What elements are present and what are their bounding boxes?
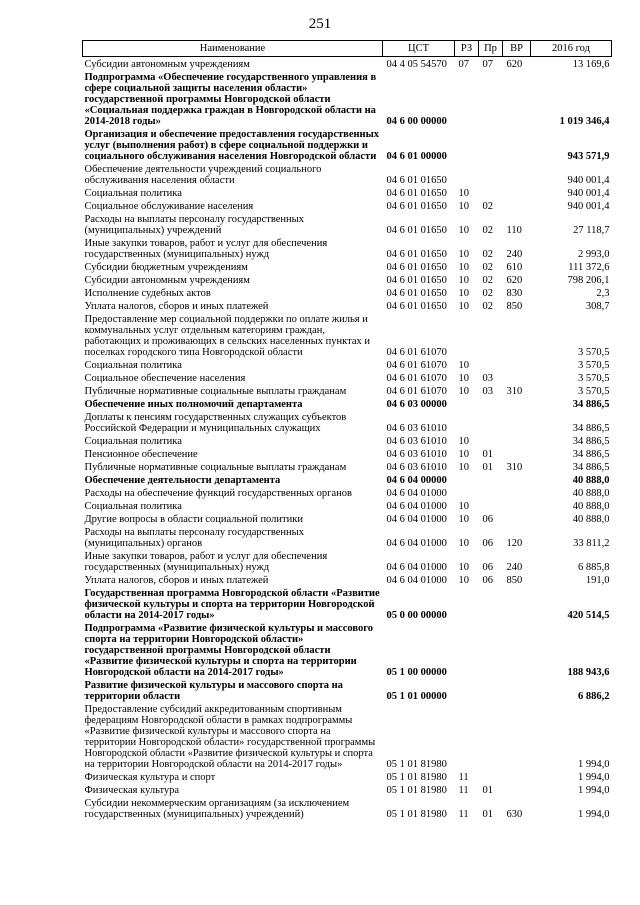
- cell-name: Физическая культура и спорт: [84, 772, 216, 783]
- table-row: [83, 549, 612, 573]
- cell-cst: 04 6 03 61010: [386, 462, 447, 473]
- cell-vr: [503, 678, 531, 702]
- cell-cst: 04 6 01 01650: [386, 262, 447, 273]
- cell-pr: 01: [482, 785, 493, 796]
- cell-cst: 05 0 00 00000: [386, 610, 447, 621]
- cell-pr: [479, 486, 503, 499]
- cell-amount: 798 206,1: [567, 275, 610, 286]
- cell-vr: [503, 702, 531, 770]
- cell-pr: [479, 621, 503, 678]
- cell-cst: 04 6 04 01000: [386, 562, 447, 573]
- cell-amount: 420 514,5: [567, 610, 610, 621]
- cell-name: Обеспечение деятельности департамента: [84, 475, 281, 486]
- cell-rz: 10: [458, 462, 469, 473]
- table-row: [83, 312, 612, 358]
- table-row: [83, 371, 612, 384]
- cell-pr: [479, 770, 503, 783]
- table-row: [83, 358, 612, 371]
- cell-cst: 04 6 04 01000: [386, 514, 447, 525]
- cell-rz: [455, 473, 479, 486]
- cell-amount: 308,7: [585, 301, 610, 312]
- cell-vr: [503, 371, 531, 384]
- cell-cst: 04 6 01 61070: [386, 386, 447, 397]
- cell-vr: [503, 447, 531, 460]
- cell-name: Предоставление мер социальной поддержки по оплате жилья и коммунальных услуг отдельным категориям граждан, работающих и проживающих в сельских населенных пунктах и поселках городского типа Новгородской области: [84, 314, 370, 358]
- cell-cst: 04 6 01 01650: [386, 275, 447, 286]
- table-row: [83, 621, 612, 678]
- table-row: [83, 236, 612, 260]
- cell-rz: 07: [458, 59, 469, 70]
- table-row: [83, 384, 612, 397]
- cell-name: Публичные нормативные социальные выплаты гражданам: [84, 386, 347, 397]
- cell-cst: 05 1 01 00000: [386, 691, 447, 702]
- cell-rz: [455, 312, 479, 358]
- cell-name: Субсидии бюджетным учреждениям: [84, 262, 248, 273]
- table-row: [83, 783, 612, 796]
- table-row: [83, 162, 612, 186]
- cell-cst: 04 6 04 01000: [386, 538, 447, 549]
- cell-vr: [503, 70, 531, 127]
- cell-pr: 06: [482, 562, 493, 573]
- cell-name: Публичные нормативные социальные выплаты гражданам: [84, 462, 347, 473]
- cell-name: Социальная политика: [84, 360, 182, 371]
- cell-vr: [503, 358, 531, 371]
- cell-pr: [479, 127, 503, 162]
- cell-amount: 2 993,0: [578, 249, 610, 260]
- header-year: 2016 год: [531, 41, 612, 57]
- cell-amount: 2,3: [596, 288, 610, 299]
- cell-cst: 04 4 05 54570: [386, 59, 447, 70]
- cell-amount: 6 886,2: [578, 691, 610, 702]
- cell-rz: [455, 486, 479, 499]
- cell-pr: 06: [482, 575, 493, 586]
- cell-rz: [455, 678, 479, 702]
- cell-cst: 05 1 01 81980: [386, 772, 447, 783]
- cell-pr: 01: [482, 809, 493, 820]
- cell-name: Развитие физической культуры и массового спорта на территории области: [84, 680, 343, 702]
- cell-amount: 3 570,5: [578, 360, 610, 371]
- cell-vr: 630: [506, 809, 523, 820]
- table-row: [83, 796, 612, 820]
- table-row: [83, 573, 612, 586]
- table-row: [83, 460, 612, 473]
- table-row: [83, 70, 612, 127]
- cell-amount: 27 118,7: [573, 225, 610, 236]
- table-row: [83, 299, 612, 312]
- cell-amount: 943 571,9: [567, 151, 610, 162]
- cell-vr: [503, 127, 531, 162]
- cell-amount: 3 570,5: [578, 347, 610, 358]
- cell-cst: 04 6 01 61070: [386, 360, 447, 371]
- cell-amount: 1 994,0: [578, 772, 610, 783]
- cell-rz: 11: [458, 772, 469, 783]
- cell-vr: [503, 397, 531, 410]
- header-vr: ВР: [503, 41, 531, 57]
- cell-vr: 310: [506, 386, 523, 397]
- table-body: [83, 57, 612, 821]
- cell-rz: 10: [458, 514, 469, 525]
- cell-amount: 6 885,8: [578, 562, 610, 573]
- cell-pr: 02: [482, 275, 493, 286]
- cell-cst: 05 1 01 81980: [386, 759, 447, 770]
- cell-amount: 191,0: [585, 575, 610, 586]
- cell-name: Расходы на обеспечение функций государственных органов: [84, 488, 352, 499]
- cell-amount: 940 001,4: [567, 175, 610, 186]
- cell-cst: 05 1 00 00000: [386, 667, 447, 678]
- cell-name: Другие вопросы в области социальной политики: [84, 514, 303, 525]
- cell-amount: 34 886,5: [572, 449, 610, 460]
- cell-vr: 850: [506, 575, 523, 586]
- table-row: [83, 447, 612, 460]
- cell-rz: [455, 410, 479, 434]
- table-row: [83, 186, 612, 199]
- cell-amount: 1 994,0: [578, 809, 610, 820]
- cell-rz: [455, 70, 479, 127]
- cell-rz: 11: [458, 785, 469, 796]
- cell-amount: 34 886,5: [572, 462, 610, 473]
- cell-name: Социальное обслуживание населения: [84, 201, 254, 212]
- cell-vr: [503, 621, 531, 678]
- cell-amount: 34 886,5: [572, 423, 610, 434]
- table-row: [83, 212, 612, 236]
- table-row: [83, 397, 612, 410]
- cell-vr: 610: [506, 262, 523, 273]
- cell-name: Социальная политика: [84, 188, 182, 199]
- cell-cst: 04 6 03 00000: [386, 399, 447, 410]
- header-rz: РЗ: [455, 41, 479, 57]
- table-row: [83, 286, 612, 299]
- cell-amount: 40 888,0: [572, 488, 610, 499]
- cell-vr: 830: [506, 288, 523, 299]
- cell-rz: 10: [458, 249, 469, 260]
- cell-amount: 111 372,6: [568, 262, 610, 273]
- cell-rz: 10: [458, 301, 469, 312]
- table-row: [83, 473, 612, 486]
- cell-cst: 04 6 01 01650: [386, 175, 447, 186]
- cell-pr: 06: [482, 514, 493, 525]
- cell-vr: [503, 410, 531, 434]
- cell-rz: [455, 127, 479, 162]
- cell-amount: 34 886,5: [572, 399, 610, 410]
- cell-pr: 06: [482, 538, 493, 549]
- cell-pr: 02: [482, 201, 493, 212]
- table-row: [83, 770, 612, 783]
- table-row: [83, 586, 612, 621]
- cell-name: Подпрограмма «Обеспечение государственного управления в сфере социальной защиты населения области» государственной программы Новгородской области «Социальная поддержка граждан в Новгородской области на 2014-2018 годы»: [84, 72, 377, 127]
- cell-cst: 04 6 01 01650: [386, 249, 447, 260]
- cell-name: Социальная политика: [84, 436, 182, 447]
- cell-pr: [479, 678, 503, 702]
- cell-pr: [479, 70, 503, 127]
- cell-vr: [503, 162, 531, 186]
- cell-cst: 04 6 04 01000: [386, 501, 447, 512]
- cell-name: Расходы на выплаты персоналу государственных (муниципальных) учреждений: [84, 214, 304, 236]
- cell-name: Уплата налогов, сборов и иных платежей: [84, 575, 269, 586]
- cell-rz: 10: [458, 225, 469, 236]
- cell-amount: 33 811,2: [573, 538, 610, 549]
- cell-vr: [503, 434, 531, 447]
- cell-rz: 10: [458, 188, 469, 199]
- cell-rz: [455, 702, 479, 770]
- cell-cst: 04 6 03 61010: [386, 436, 447, 447]
- cell-name: Доплаты к пенсиям государственных служащих субъектов Российской Федерации и муниципальных служащих: [84, 412, 347, 434]
- cell-vr: [503, 486, 531, 499]
- cell-pr: [479, 397, 503, 410]
- cell-vr: [503, 199, 531, 212]
- cell-vr: 240: [506, 249, 523, 260]
- table-row: [83, 199, 612, 212]
- cell-cst: 04 6 01 01650: [386, 201, 447, 212]
- cell-rz: [455, 586, 479, 621]
- cell-cst: 05 1 01 81980: [386, 785, 447, 796]
- cell-rz: 10: [458, 275, 469, 286]
- cell-vr: [503, 512, 531, 525]
- cell-name: Социальное обеспечение населения: [84, 373, 246, 384]
- table-row: [83, 273, 612, 286]
- header-name: Наименование: [83, 41, 383, 57]
- table-row: [83, 410, 612, 434]
- cell-name: Обеспечение иных полномочий департамента: [84, 399, 303, 410]
- cell-cst: 04 6 01 00000: [386, 151, 447, 162]
- cell-vr: [503, 499, 531, 512]
- cell-rz: 10: [458, 386, 469, 397]
- cell-pr: 03: [482, 386, 493, 397]
- cell-name: Субсидии некоммерческим организациям (за исключением государственных (муниципальных) учреждений): [84, 798, 350, 820]
- cell-pr: 03: [482, 373, 493, 384]
- cell-pr: [479, 312, 503, 358]
- cell-cst: 04 6 04 01000: [386, 488, 447, 499]
- table-row: [83, 525, 612, 549]
- cell-rz: 10: [458, 538, 469, 549]
- cell-vr: 620: [506, 275, 523, 286]
- cell-name: Уплата налогов, сборов и иных платежей: [84, 301, 269, 312]
- cell-vr: 120: [506, 538, 523, 549]
- cell-name: Иные закупки товаров, работ и услуг для обеспечения государственных (муниципальных) нужд: [84, 551, 328, 573]
- cell-pr: 02: [482, 225, 493, 236]
- cell-cst: 05 1 01 81980: [386, 809, 447, 820]
- cell-rz: [455, 162, 479, 186]
- cell-amount: 40 888,0: [572, 501, 610, 512]
- page-number: 251: [308, 16, 332, 32]
- cell-amount: 940 001,4: [567, 201, 610, 212]
- cell-cst: 04 6 01 01650: [386, 225, 447, 236]
- cell-vr: 310: [506, 462, 523, 473]
- cell-pr: [479, 434, 503, 447]
- cell-cst: 04 6 01 01650: [386, 288, 447, 299]
- table-row: [83, 512, 612, 525]
- cell-name: Иные закупки товаров, работ и услуг для обеспечения государственных (муниципальных) нужд: [84, 238, 328, 260]
- table-row: [83, 434, 612, 447]
- cell-amount: 188 943,6: [567, 667, 610, 678]
- cell-cst: 04 6 01 01650: [386, 188, 447, 199]
- header-cst: ЦСТ: [383, 41, 455, 57]
- cell-cst: 04 6 03 61010: [386, 449, 447, 460]
- cell-pr: [479, 702, 503, 770]
- cell-vr: [503, 186, 531, 199]
- cell-pr: [479, 358, 503, 371]
- cell-name: Физическая культура: [84, 785, 180, 796]
- cell-name: Подпрограмма «Развитие физической культуры и массового спорта на территории Новгородской области» государственной программы Новгородской области «Развитие физической культуры и спорта на территории Новгородской области на 2014-2017 годы»: [84, 623, 373, 678]
- cell-name: Субсидии автономным учреждениям: [84, 59, 250, 70]
- cell-pr: [479, 499, 503, 512]
- table-header: [83, 41, 612, 57]
- cell-rz: 10: [458, 288, 469, 299]
- cell-vr: 850: [506, 301, 523, 312]
- cell-pr: 02: [482, 288, 493, 299]
- cell-amount: 1 994,0: [578, 785, 610, 796]
- cell-amount: 3 570,5: [578, 386, 610, 397]
- cell-pr: [479, 586, 503, 621]
- cell-pr: [479, 162, 503, 186]
- cell-vr: [503, 312, 531, 358]
- cell-rz: [455, 397, 479, 410]
- cell-vr: 620: [506, 59, 523, 70]
- cell-vr: [503, 770, 531, 783]
- cell-rz: 10: [458, 360, 469, 371]
- cell-pr: 07: [482, 59, 493, 70]
- cell-vr: [503, 783, 531, 796]
- cell-amount: 940 001,4: [567, 188, 610, 199]
- table-row: [83, 702, 612, 770]
- cell-name: Пенсионное обеспечение: [84, 449, 198, 460]
- cell-amount: 1 019 346,4: [559, 116, 610, 127]
- cell-name: Обеспечение деятельности учреждений социального обслуживания населения области: [84, 164, 322, 186]
- cell-name: Расходы на выплаты персоналу государственных (муниципальных) органов: [84, 527, 304, 549]
- cell-amount: 3 570,5: [578, 373, 610, 384]
- table-row: [83, 499, 612, 512]
- cell-pr: [479, 473, 503, 486]
- cell-name: Предоставление субсидий аккредитованным спортивным федерациям Новгородской области в рамках подпрограммы «Развитие физической культуры и массового спорта на территории Новгородской области» государственной программы Новгородской области «Развитие физической культуры и спорта на территории Новгородской области на 2014-2017 годы»: [84, 704, 376, 770]
- header-pr: Пр: [479, 41, 503, 57]
- cell-rz: 10: [458, 562, 469, 573]
- cell-vr: [503, 586, 531, 621]
- cell-rz: 11: [458, 809, 469, 820]
- cell-pr: 02: [482, 262, 493, 273]
- cell-pr: 01: [482, 462, 493, 473]
- table-row: [83, 678, 612, 702]
- cell-rz: 10: [458, 262, 469, 273]
- table-row: [83, 486, 612, 499]
- cell-amount: 13 169,6: [572, 59, 610, 70]
- cell-rz: 10: [458, 449, 469, 460]
- budget-table: [82, 40, 612, 820]
- cell-rz: 10: [458, 373, 469, 384]
- cell-cst: 04 6 01 61070: [386, 373, 447, 384]
- cell-amount: 40 888,0: [572, 475, 610, 486]
- table-row: [83, 260, 612, 273]
- cell-cst: 04 6 04 00000: [386, 475, 447, 486]
- cell-rz: 10: [458, 201, 469, 212]
- cell-name: Исполнение судебных актов: [84, 288, 211, 299]
- cell-rz: 10: [458, 436, 469, 447]
- table-row: [83, 57, 612, 71]
- cell-rz: 10: [458, 501, 469, 512]
- cell-pr: 01: [482, 449, 493, 460]
- table-row: [83, 127, 612, 162]
- cell-cst: 04 6 01 61070: [386, 347, 447, 358]
- cell-cst: 04 6 03 61010: [386, 423, 447, 434]
- cell-vr: [503, 473, 531, 486]
- cell-pr: [479, 186, 503, 199]
- cell-cst: 04 6 04 01000: [386, 575, 447, 586]
- cell-amount: 40 888,0: [572, 514, 610, 525]
- cell-name: Субсидии автономным учреждениям: [84, 275, 250, 286]
- cell-pr: [479, 410, 503, 434]
- cell-amount: 34 886,5: [572, 436, 610, 447]
- cell-pr: 02: [482, 249, 493, 260]
- cell-name: Организация и обеспечение предоставления государственных услуг (выполнения работ) в сфере социальной поддержки и социального обслуживания населения Новгородской области: [84, 129, 380, 162]
- cell-name: Государственная программа Новгородской области «Развитие физической культуры и спорта на территории Новгородской области на 2014-2017 годы»: [84, 588, 380, 621]
- cell-rz: [455, 621, 479, 678]
- cell-cst: 04 6 01 01650: [386, 301, 447, 312]
- cell-pr: 02: [482, 301, 493, 312]
- cell-amount: 1 994,0: [578, 759, 610, 770]
- cell-vr: 240: [506, 562, 523, 573]
- cell-cst: 04 6 00 00000: [386, 116, 447, 127]
- cell-vr: 110: [506, 225, 522, 236]
- cell-rz: 10: [458, 575, 469, 586]
- cell-name: Социальная политика: [84, 501, 182, 512]
